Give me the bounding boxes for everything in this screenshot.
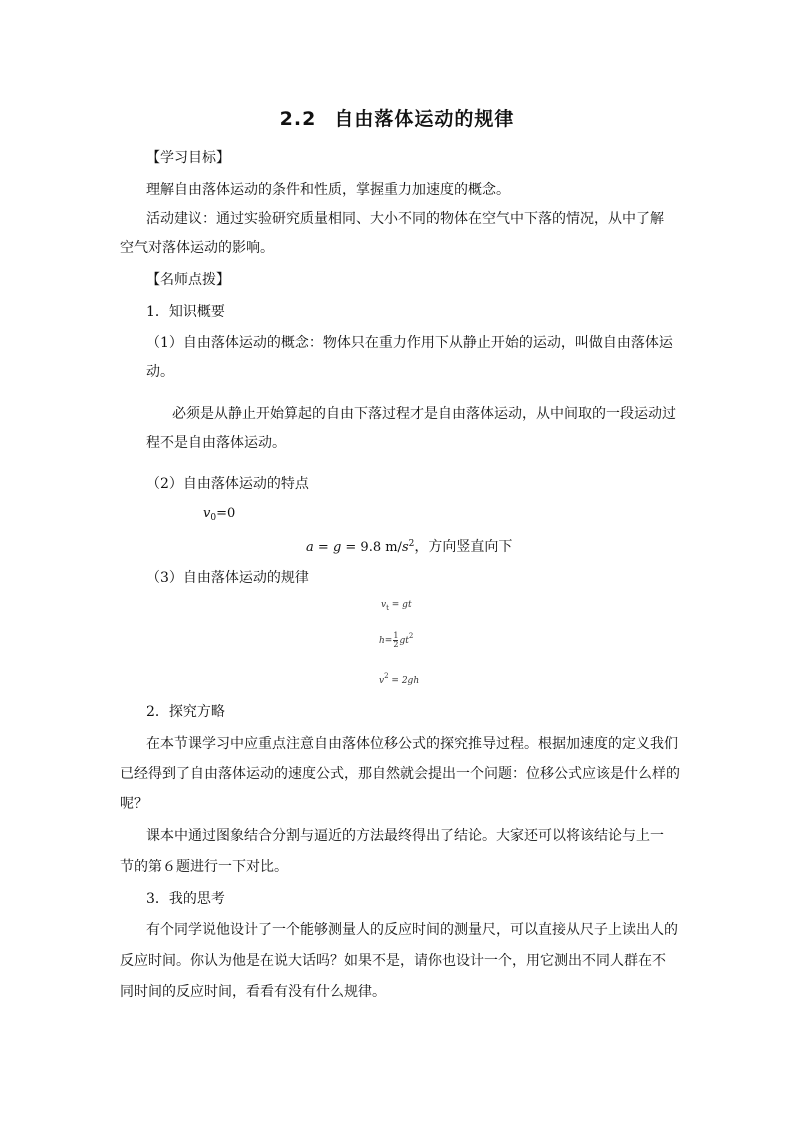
think-line-1: 有个同学说他设计了一个能够测量人的反应时间的测量尺，可以直接从尺子上读出人的 xyxy=(146,922,678,938)
acceleration-formula: a = g = 9.8 $m/s^2$，方向竖直向下 xyxy=(306,539,513,555)
title-text: 自由落体运动的规律 xyxy=(334,108,515,130)
method-line-2: 已经得到了自由落体运动的速度公式，那自然就会提出一个问题：位移公式应该是什么样的 xyxy=(120,766,680,782)
note-line-1: 必须是从静止开始算起的自由下落过程才是自由落体运动，从中间取的一段运动过 xyxy=(172,406,676,422)
features-heading: （2）自由落体运动的特点 xyxy=(146,476,309,492)
activity-line-1: 活动建议：通过实验研究质量相同、大小不同的物体在空气中下落的情况，从中了解 xyxy=(146,211,664,227)
method-line-1: 在本节课学习中应重点注意自由落体位移公式的探究推导过程。根据加速度的定义我们 xyxy=(146,736,678,752)
initial-velocity-formula: $v_0=0$ xyxy=(203,506,236,523)
section-number: 2.2 xyxy=(279,108,317,130)
laws-heading: （3）自由落体运动的规律 xyxy=(146,570,309,586)
displacement-law-formula: h= $\frac{1}{2}$ $gt^2$ xyxy=(379,631,414,649)
knowledge-heading: 1．知识概要 xyxy=(146,304,225,320)
method-line-4: 课本中通过图象结合分割与逼近的方法最终得出了结论。大家还可以将该结论与上一 xyxy=(146,828,664,844)
goals-heading: 【学习目标】 xyxy=(146,150,230,166)
concept-line-1: （1）自由落体运动的概念：物体只在重力作用下从静止开始的运动，叫做自由落体运 xyxy=(146,335,673,351)
activity-line-2: 空气对落体运动的影响。 xyxy=(120,240,274,256)
velocity-law-formula: $v_t$ = gt xyxy=(381,600,412,612)
page-title xyxy=(0,104,794,131)
method-line-3: 呢？ xyxy=(120,796,148,812)
method-heading: 2．探究方略 xyxy=(146,704,225,720)
concept-line-2: 动。 xyxy=(146,364,174,380)
think-line-3: 同时间的反应时间，看看有没有什么规律。 xyxy=(120,984,386,1000)
think-line-2: 反应时间。你认为他是在说大话吗？如果不是，请你也设计一个，用它测出不同人群在不 xyxy=(120,953,666,969)
goals-text: 理解自由落体运动的条件和性质，掌握重力加速度的概念。 xyxy=(146,182,510,198)
note-line-2: 程不是自由落体运动。 xyxy=(146,435,286,451)
tips-heading: 【名师点拨】 xyxy=(146,272,230,288)
think-heading: 3．我的思考 xyxy=(146,891,225,907)
velocity-squared-law-formula: $v^2 = 2gh$ xyxy=(379,672,420,686)
method-line-5: 节的第６题进行一下对比。 xyxy=(120,859,288,875)
